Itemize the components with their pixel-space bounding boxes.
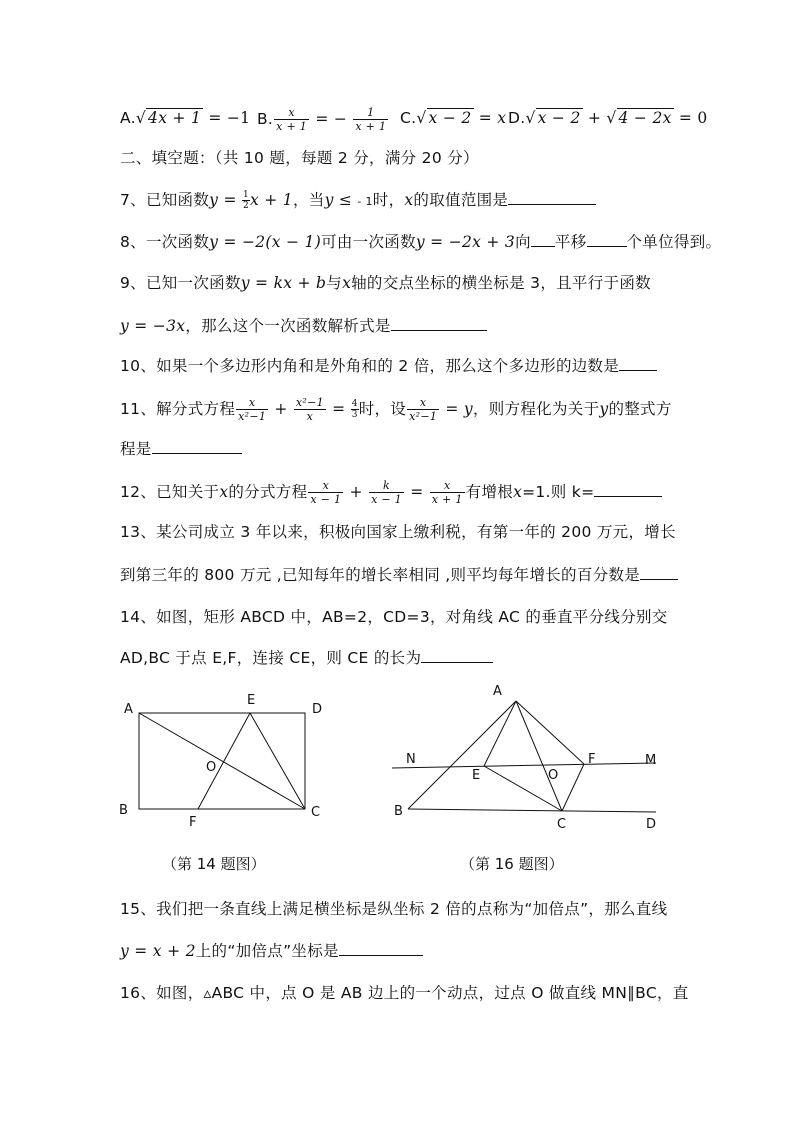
option-a: A.√ 4x + 1 = −1 bbox=[120, 109, 251, 127]
label-m: M bbox=[645, 753, 657, 768]
label-e: E bbox=[472, 768, 481, 783]
label-a: A bbox=[493, 684, 502, 699]
figure-16-triangle-diagram bbox=[385, 680, 670, 830]
diagonal-ac bbox=[139, 713, 305, 809]
answer-blank[interactable] bbox=[391, 314, 487, 331]
answer-blank[interactable] bbox=[421, 646, 493, 663]
question-7: 7、已知函数y = $\frac{1}{2}$ x + 1，当y ≤ - 1时，x的取值范围是 bbox=[120, 188, 680, 214]
answer-blank[interactable] bbox=[587, 230, 627, 247]
answer-blank[interactable] bbox=[640, 563, 678, 580]
question-16: 16、如图，▵ABC 中，点 O 是 AB 边上的一个动点，过点 O 做直线 MN∥BC，直 bbox=[120, 984, 689, 1002]
question-9: 9、已知一次函数y = kx + b与x轴的交点坐标的横坐标是 3，且平行于函数 bbox=[120, 274, 651, 292]
label-b: B bbox=[119, 803, 128, 818]
label-a: A bbox=[124, 702, 133, 717]
question-11-line-2: 程是 bbox=[120, 437, 680, 461]
label-o: O bbox=[206, 760, 217, 775]
figure-14-rectangle-diagram bbox=[110, 685, 330, 830]
segment-af bbox=[516, 701, 584, 764]
question-15-line-2: y = x + 2上的“加倍点”坐标是 bbox=[120, 939, 680, 963]
answer-blank[interactable] bbox=[508, 188, 596, 205]
question-13-line-2: 到第三年的 800 万元 ,已知每年的增长率相同 ,则平均每年增长的百分数是 bbox=[120, 563, 680, 587]
segment-ce bbox=[250, 713, 305, 809]
label-e: E bbox=[247, 693, 256, 708]
figure-14-caption: （第 14 题图） bbox=[162, 855, 266, 873]
label-n: N bbox=[406, 752, 416, 767]
segment-ab bbox=[408, 701, 516, 809]
question-8: 8、一次函数y = −2(x − 1)可由一次函数y = −2x + 3向 平移 个单位得到。 bbox=[120, 230, 680, 254]
answer-blank[interactable] bbox=[594, 480, 662, 497]
question-14-line-2: AD,BC 于点 E,F，连接 CE，则 CE 的长为 bbox=[120, 646, 680, 670]
question-15: 15、我们把一条直线上满足横坐标是纵坐标 2 倍的点称为“加倍点”，那么直线 bbox=[120, 900, 668, 918]
label-d: D bbox=[646, 817, 657, 830]
answer-blank[interactable] bbox=[531, 230, 555, 247]
section-heading: 二、填空题：（共 10 题，每题 2 分，满分 20 分） bbox=[120, 149, 479, 167]
question-13: 13、某公司成立 3 年以来，积极向国家上缴利税，有第一年的 200 万元，增长 bbox=[120, 523, 676, 541]
line-bd bbox=[408, 809, 656, 812]
question-14: 14、如图，矩形 ABCD 中，AB=2，CD=3，对角线 AC 的垂直平分线分别交 bbox=[120, 608, 668, 626]
question-9-line-2: y = −3x，那么这个一次函数解析式是 bbox=[120, 314, 680, 338]
label-o: O bbox=[548, 768, 559, 783]
segment-ae bbox=[484, 701, 516, 766]
question-10: 10、如果一个多边形内角和是外角和的 2 倍，那么这个多边形的边数是 bbox=[120, 354, 680, 378]
line-mn bbox=[392, 763, 656, 768]
answer-blank[interactable] bbox=[152, 437, 242, 454]
answer-blank[interactable] bbox=[339, 939, 423, 956]
question-12: 12、已知关于x的分式方程 $\frac{x}{x - 1}$ + $\frac{k}{x - 1}$ = $\frac{x}{x + 1}$ 有增根x=1.则 k= bbox=[120, 479, 680, 506]
question-11: 11、解分式方程 $\frac{x}{\text{x²−1}}$ + $\frac{\text{x²−1}}{x}$ = $\frac{4}{3}$ 时，设 $\frac{x}{\text{x²−1}}$ = y，则方程化为关于y的整式方 bbox=[120, 396, 672, 423]
answer-blank[interactable] bbox=[619, 354, 657, 371]
label-c: C bbox=[311, 805, 321, 820]
label-b: B bbox=[394, 804, 403, 819]
option-c: C.√ x − 2 = x bbox=[400, 109, 507, 127]
option-b: B. $\frac{x}{x + 1}$ = − $\frac{1}{x + 1}$ bbox=[257, 106, 387, 133]
label-f: F bbox=[189, 815, 197, 830]
label-c: C bbox=[557, 817, 567, 830]
segment-ac bbox=[516, 701, 562, 811]
figure-16-caption: （第 16 题图） bbox=[460, 855, 564, 873]
segment-fc bbox=[562, 764, 584, 811]
label-d: D bbox=[312, 702, 323, 717]
option-d: D.√ x − 2 + √ 4 − 2x = 0 bbox=[508, 109, 708, 127]
label-f: F bbox=[588, 752, 596, 767]
